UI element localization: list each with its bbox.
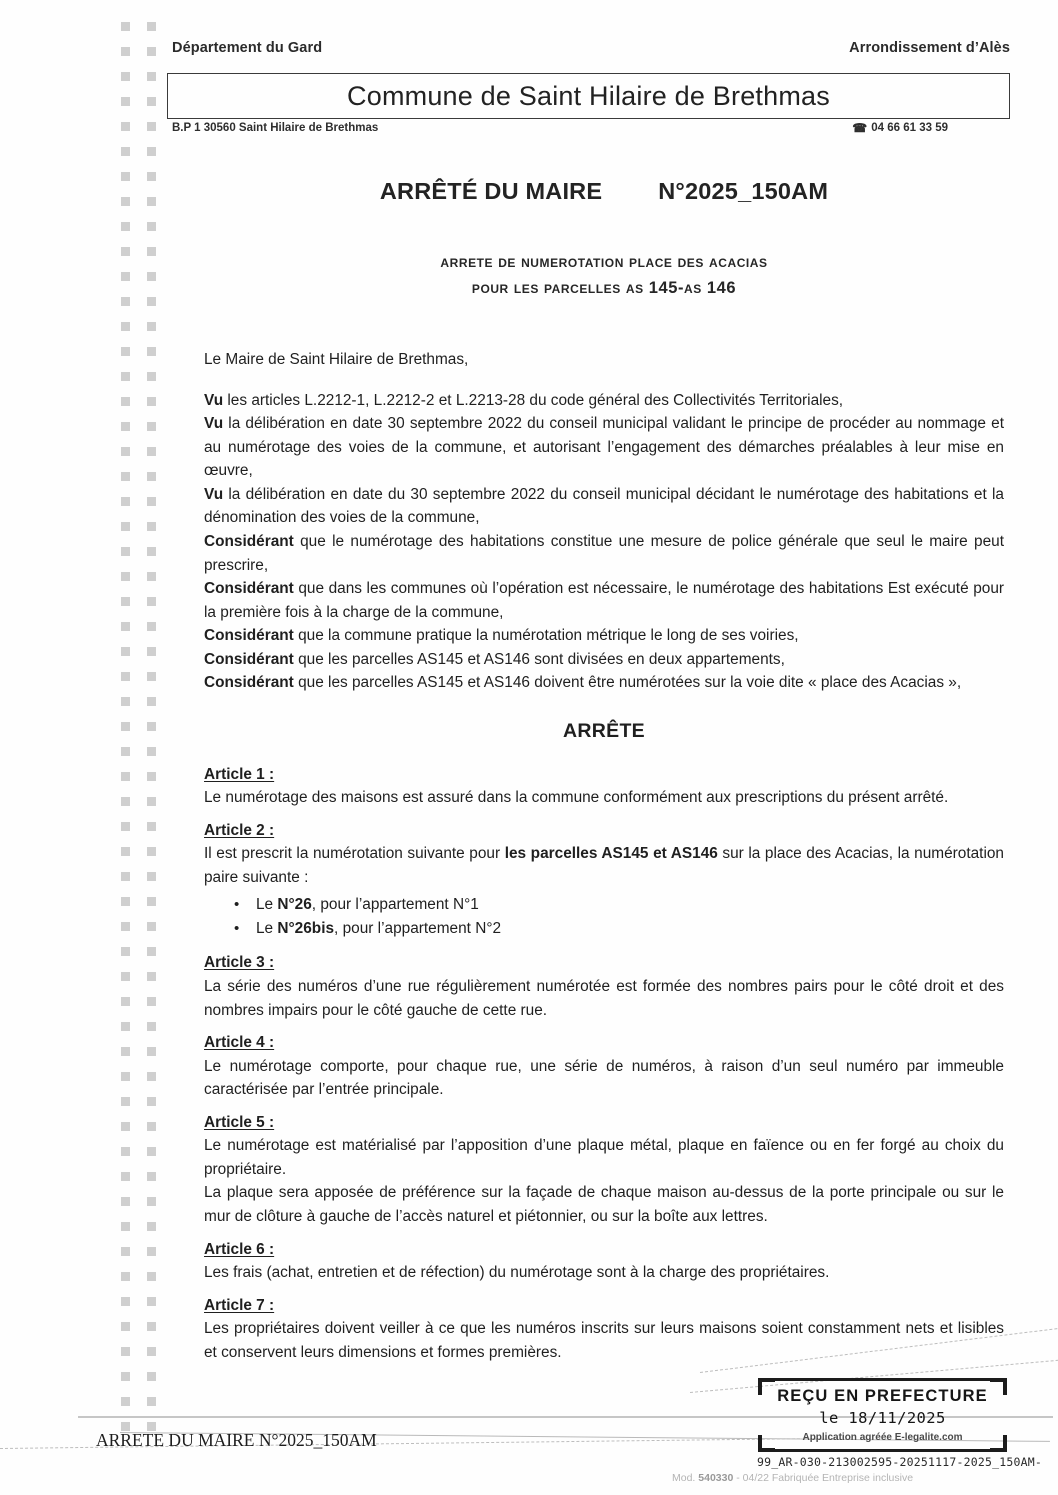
scan-artifact-square bbox=[147, 397, 156, 406]
scan-artifact-square bbox=[147, 72, 156, 81]
scan-artifact-square bbox=[121, 1047, 130, 1056]
clause-paragraph bbox=[204, 412, 1004, 483]
scan-artifact-square bbox=[121, 822, 130, 831]
scan-artifact-square bbox=[121, 722, 130, 731]
clause-text: que dans les communes où l’opération est nécessaire, le numérotage des habitations Est exécuté pour la première fois à la charge de la commune, bbox=[204, 580, 1004, 621]
clause-text: la délibération en date 30 septembre 2022 du conseil municipal validant le principe de procéder au nommage et au numérotage des voies de la commune, et autorisant l’engagement des démarches préalables à leur mise en œuvre, bbox=[204, 415, 1004, 480]
list-item: • Le N°26bis, pour l’appartement N°2 bbox=[256, 917, 1004, 942]
scan-artifact-square bbox=[147, 147, 156, 156]
articles-container bbox=[204, 763, 1004, 1365]
article-paragraph: Les propriétaires doivent veiller à ce que les numéros inscrits sur leurs maisons soient constamment nets et lisibles et conservent leurs dimensions et formes premières. bbox=[204, 1320, 1004, 1361]
scan-artifact-square bbox=[121, 972, 130, 981]
scan-artifact-square bbox=[147, 472, 156, 481]
scan-artifact-square bbox=[147, 947, 156, 956]
stamp-edge-top bbox=[771, 1378, 994, 1381]
postal-address: B.P 1 30560 Saint Hilaire de Brethmas bbox=[172, 122, 379, 134]
clause-text: que les parcelles AS145 et AS146 sont divisées en deux appartements, bbox=[293, 650, 785, 668]
scan-artifact-square bbox=[121, 897, 130, 906]
mod-note-prefix: Mod. bbox=[672, 1472, 699, 1484]
clause-paragraph bbox=[204, 530, 1004, 577]
scan-artifact-square bbox=[121, 1297, 130, 1306]
clause-text: la délibération en date du 30 septembre 2022 du conseil municipal décidant le numérotage des habitations et la dénomination des voies de la commune, bbox=[204, 485, 1004, 527]
scan-artifact-square bbox=[147, 522, 156, 531]
scan-artifact-square bbox=[147, 172, 156, 181]
article-heading: Article 3 : bbox=[204, 954, 275, 972]
scan-artifact-square bbox=[121, 622, 130, 631]
scan-artifact-square bbox=[147, 1172, 156, 1181]
article-paragraph: La plaque sera apposée de préférence sur la façade de chaque maison au-dessus de la porte principale ou sur le mur de clôture à gauche de l’accès naturel et piétonnier, ou sur la boîte aux lettres. bbox=[204, 1184, 1004, 1226]
scan-artifact-square bbox=[121, 497, 130, 506]
scan-artifact-square bbox=[121, 922, 130, 931]
decree-number: N°2025_150AM bbox=[658, 178, 829, 204]
scan-artifact-square bbox=[121, 397, 130, 406]
scan-artifact-square bbox=[147, 497, 156, 506]
scan-artifact-square bbox=[121, 222, 130, 231]
clause-keyword: Vu bbox=[204, 391, 224, 409]
scan-artifact-square bbox=[147, 447, 156, 456]
clause-text: les articles L.2212-1, L.2212-2 et L.2213-28 du code général des Collectivités Territoriales, bbox=[223, 391, 844, 409]
scan-artifact-square bbox=[147, 622, 156, 631]
stamp-application: Application agréée E-legalite.com bbox=[802, 1432, 963, 1443]
scan-artifact-square bbox=[147, 1097, 156, 1106]
scan-artifact-square bbox=[147, 547, 156, 556]
prefecture-stamp bbox=[758, 1378, 1007, 1452]
list-item: • Le N°26, pour l’appartement N°1 bbox=[256, 893, 1004, 918]
scan-artifact-column-left bbox=[121, 22, 130, 1422]
scan-artifact-square bbox=[121, 1147, 130, 1156]
scan-artifact-square bbox=[147, 1147, 156, 1156]
scan-artifact-square bbox=[121, 1397, 130, 1406]
scan-artifact-square bbox=[147, 972, 156, 981]
decree-subtitle bbox=[204, 250, 1004, 301]
clause-keyword: Considérant bbox=[204, 532, 294, 550]
scan-artifact-square bbox=[147, 1072, 156, 1081]
decree-title-text: ARRÊTÉ DU MAIRE bbox=[379, 178, 603, 204]
scan-artifact-square bbox=[121, 572, 130, 581]
scan-artifact-square bbox=[121, 772, 130, 781]
scan-artifact-square bbox=[147, 1022, 156, 1031]
clause-paragraph bbox=[204, 624, 1004, 648]
scan-artifact-square bbox=[121, 797, 130, 806]
scan-artifact-square bbox=[121, 322, 130, 331]
article-heading: Article 7 : bbox=[204, 1296, 275, 1314]
commune-name: Commune de Saint Hilaire de Brethmas bbox=[347, 80, 830, 111]
article-heading: Article 4 : bbox=[204, 1034, 275, 1052]
scan-artifact-square bbox=[121, 522, 130, 531]
scan-artifact-square bbox=[147, 1222, 156, 1231]
clause-keyword: Considérant bbox=[204, 674, 294, 692]
clause-text: que les parcelles AS145 et AS146 doivent être numérotées sur la voie dite « place des Acacias », bbox=[293, 674, 962, 692]
clause-keyword: Considérant bbox=[204, 580, 294, 598]
scan-artifact-square bbox=[147, 597, 156, 606]
scan-artifact-column-right bbox=[147, 22, 156, 1422]
print-mod-note bbox=[672, 1472, 913, 1484]
scan-artifact-square bbox=[121, 97, 130, 106]
scan-artifact-square bbox=[147, 272, 156, 281]
phone-number: 04 66 61 33 59 bbox=[871, 122, 948, 134]
scan-artifact-square bbox=[147, 97, 156, 106]
scan-artifact-square bbox=[147, 897, 156, 906]
scan-artifact-square bbox=[121, 372, 130, 381]
scan-artifact-square bbox=[147, 797, 156, 806]
scan-artifact-square bbox=[147, 822, 156, 831]
scan-artifact-square bbox=[147, 647, 156, 656]
clause-text: que le numérotage des habitations constitue une mesure de police générale que seul le maire peut prescrire, bbox=[204, 532, 1004, 574]
scan-artifact-square bbox=[121, 1072, 130, 1081]
scan-artifact-square bbox=[121, 1372, 130, 1381]
scan-artifact-square bbox=[121, 72, 130, 81]
scan-artifact-square bbox=[121, 1122, 130, 1131]
article-paragraph: Il est prescrit la numérotation suivante pour les parcelles AS145 et AS146 sur la place des Acacias, la numérotation paire suivante : bbox=[204, 845, 1004, 886]
scan-artifact-square bbox=[147, 1122, 156, 1131]
clause-paragraph bbox=[204, 648, 1004, 672]
stamp-title: REÇU EN PREFECTURE bbox=[777, 1387, 988, 1405]
mod-note-code: 540330 bbox=[698, 1472, 734, 1484]
clause-keyword: Considérant bbox=[204, 650, 294, 668]
scan-artifact-square bbox=[121, 297, 130, 306]
article-paragraph: Le numérotage comporte, pour chaque rue, une série de numéros, à raison d’un seul numéro par immeuble caractérisée par l’entrée principale. bbox=[204, 1057, 1004, 1099]
document-body bbox=[204, 348, 1004, 1364]
scan-artifact-square bbox=[121, 547, 130, 556]
commune-title-box bbox=[167, 73, 1010, 119]
scan-artifact-square bbox=[147, 372, 156, 381]
article-heading: Article 2 : bbox=[204, 821, 275, 839]
scan-artifact-square bbox=[147, 1397, 156, 1406]
scan-artifact-square bbox=[147, 47, 156, 56]
scan-artifact-square bbox=[121, 147, 130, 156]
scan-artifact-square bbox=[147, 1272, 156, 1281]
scan-artifact-square bbox=[147, 197, 156, 206]
scan-artifact-square bbox=[121, 272, 130, 281]
scan-artifact-square bbox=[121, 947, 130, 956]
scan-artifact-square bbox=[147, 1372, 156, 1381]
scan-artifact-square bbox=[147, 1322, 156, 1331]
scan-artifact-square bbox=[121, 697, 130, 706]
article-heading: Article 5 : bbox=[204, 1113, 275, 1131]
scan-artifact-square bbox=[147, 347, 156, 356]
footer-document-ref: ARRETE DU MAIRE N°2025_150AM bbox=[96, 1430, 377, 1450]
lead-paragraph: Le Maire de Saint Hilaire de Brethmas, bbox=[204, 351, 469, 368]
scan-artifact-square bbox=[147, 922, 156, 931]
scan-artifact-square bbox=[147, 572, 156, 581]
article-heading: Article 1 : bbox=[204, 765, 275, 783]
scan-artifact-square bbox=[121, 1222, 130, 1231]
article-paragraph: Le numérotage est matérialisé par l’apposition d’une plaque métal, plaque en faïence ou en fer forgé au choix du propriétaire. bbox=[204, 1137, 1004, 1178]
assigned-number: N°26bis bbox=[277, 920, 335, 938]
scan-artifact-square bbox=[121, 1172, 130, 1181]
parcel-reference: les parcelles AS145 et AS146 bbox=[504, 845, 718, 863]
spacer bbox=[204, 372, 1004, 389]
scan-artifact-square bbox=[121, 597, 130, 606]
scan-artifact-square bbox=[147, 747, 156, 756]
scan-artifact-square bbox=[147, 422, 156, 431]
scan-artifact-square bbox=[147, 872, 156, 881]
scan-artifact-square bbox=[147, 122, 156, 131]
clause-paragraph bbox=[204, 389, 1004, 413]
arrete-heading: ARRÊTE bbox=[563, 719, 645, 742]
article-paragraph: Le numérotage des maisons est assuré dans la commune conformément aux prescriptions du présent arrêté. bbox=[204, 789, 949, 807]
scan-artifact-square bbox=[147, 772, 156, 781]
scan-artifact-square bbox=[147, 1247, 156, 1256]
scan-artifact-square bbox=[147, 222, 156, 231]
scan-artifact-square bbox=[147, 1047, 156, 1056]
scan-artifact-square bbox=[121, 1022, 130, 1031]
decree-subtitle-line2: pour les parcelles as 145-as 146 bbox=[471, 278, 737, 297]
scan-artifact-square bbox=[121, 47, 130, 56]
mod-note-suffix: - 04/22 Fabriquée Entreprise inclusive bbox=[733, 1472, 914, 1484]
clause-text: que la commune pratique la numérotation métrique le long de ses voiries, bbox=[293, 627, 799, 645]
article-paragraph: Les frais (achat, entretien et de réfection) du numérotage sont à la charge des propriétaires. bbox=[204, 1264, 830, 1282]
clause-paragraph bbox=[204, 577, 1004, 624]
scan-artifact-square bbox=[147, 247, 156, 256]
telephone-icon: ☎ bbox=[852, 121, 868, 135]
scan-artifact-square bbox=[121, 22, 130, 31]
scan-artifact-square bbox=[147, 722, 156, 731]
clause-keyword: Vu bbox=[204, 485, 224, 503]
scan-artifact-square bbox=[147, 1347, 156, 1356]
article-heading: Article 6 : bbox=[204, 1240, 275, 1258]
decree-title bbox=[204, 178, 1004, 205]
scan-artifact-square bbox=[121, 1272, 130, 1281]
scan-artifact-square bbox=[121, 247, 130, 256]
phone-block bbox=[852, 122, 948, 134]
scan-artifact-square bbox=[147, 672, 156, 681]
scan-artifact-square bbox=[121, 1097, 130, 1106]
arrondissement-label: Arrondissement d’Alès bbox=[849, 40, 1010, 56]
header-contact-line bbox=[172, 122, 948, 134]
clause-paragraph bbox=[204, 483, 1004, 530]
scan-artifact-square bbox=[121, 1347, 130, 1356]
clause-keyword: Considérant bbox=[204, 627, 294, 645]
decree-subtitle-line1: arrete de numerotation place des acacias bbox=[440, 253, 768, 271]
scan-artifact-square bbox=[121, 197, 130, 206]
scan-artifact-square bbox=[121, 472, 130, 481]
scan-artifact-square bbox=[121, 1247, 130, 1256]
clauses-container bbox=[204, 389, 1004, 695]
scan-artifact-square bbox=[147, 1197, 156, 1206]
scan-artifact-square bbox=[121, 422, 130, 431]
header-line bbox=[172, 40, 1010, 56]
stamp-edge-bottom bbox=[771, 1449, 994, 1452]
scan-artifact-square bbox=[121, 747, 130, 756]
scan-artifact-square bbox=[121, 172, 130, 181]
scan-artifact-square bbox=[147, 997, 156, 1006]
scan-artifact-square bbox=[147, 22, 156, 31]
stamp-reference: 99_AR-030-213002595-20251117-2025_150AM- bbox=[757, 1455, 1042, 1469]
assigned-number: N°26 bbox=[277, 895, 312, 913]
stamp-date: le 18/11/2025 bbox=[819, 1409, 946, 1427]
scan-artifact-square bbox=[147, 297, 156, 306]
numbering-list bbox=[204, 893, 1004, 943]
scan-artifact-square bbox=[121, 1197, 130, 1206]
clause-keyword: Vu bbox=[204, 415, 224, 433]
scan-artifact-square bbox=[121, 347, 130, 356]
scan-artifact-square bbox=[121, 447, 130, 456]
scan-artifact-square bbox=[121, 672, 130, 681]
scan-artifact-square bbox=[121, 122, 130, 131]
scan-artifact-square bbox=[147, 697, 156, 706]
scan-artifact-square bbox=[121, 997, 130, 1006]
scan-artifact-square bbox=[121, 1322, 130, 1331]
scan-artifact-square bbox=[147, 322, 156, 331]
clause-paragraph bbox=[204, 671, 1004, 695]
scan-artifact-square bbox=[121, 872, 130, 881]
department-label: Département du Gard bbox=[172, 40, 323, 56]
article-paragraph: La série des numéros d’une rue régulièrement numérotée est formée des nombres pairs pour le côté droit et des nombres impairs pour le côté gauche de cette rue. bbox=[204, 977, 1004, 1019]
scan-artifact-square bbox=[147, 1297, 156, 1306]
scan-artifact-square bbox=[121, 847, 130, 856]
scan-artifact-square bbox=[147, 847, 156, 856]
scan-artifact-square bbox=[121, 647, 130, 656]
